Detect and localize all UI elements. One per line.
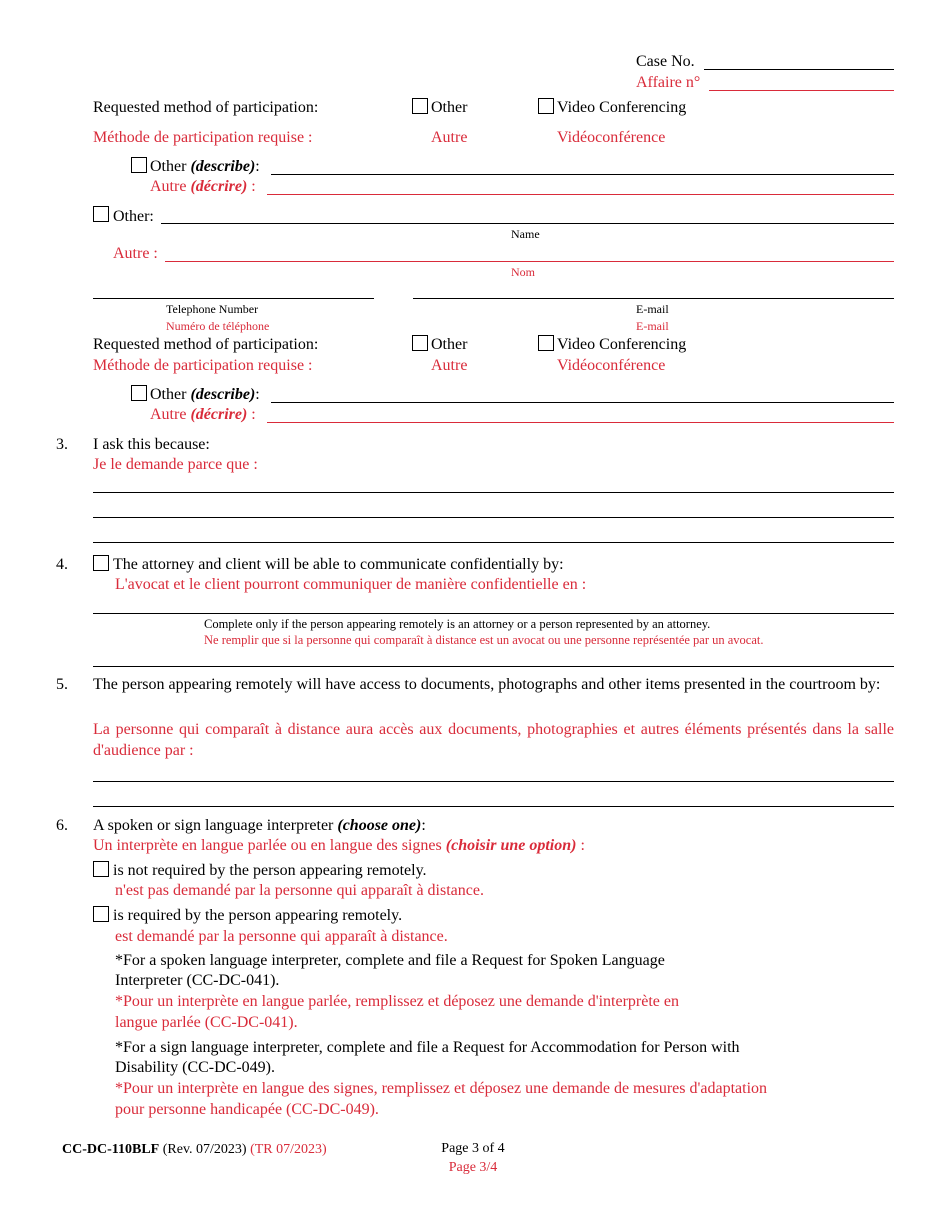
other-describe-field-b[interactable] [271, 402, 894, 403]
page-number-fr: Page 3/4 [448, 1160, 498, 1175]
name-caption: Name [511, 227, 540, 241]
other-describe-checkbox-b[interactable] [131, 385, 147, 401]
item4-number: 4. [56, 556, 68, 573]
other-describe-label-fr-b: Autre (décrire) : [150, 406, 256, 423]
item4-note-fr: Ne remplir que si la personne qui comparaît à distance est un avocat ou une personne représentée par un avocat. [204, 633, 764, 647]
item3-answer-line-3[interactable] [93, 542, 894, 543]
other-describe-field-a[interactable] [271, 174, 894, 175]
other-person-name-underline-fr [165, 261, 894, 262]
spoken-note-line-1: *For a spoken language interpreter, complete and file a Request for Spoken Language [115, 952, 665, 969]
spoken-note-fr-line-2: langue parlée (CC-DC-041). [115, 1014, 298, 1031]
telephone-caption: Telephone Number [166, 302, 259, 316]
item3-text-fr: Je le demande parce que : [93, 456, 258, 473]
form-identifier: CC-DC-110BLF (Rev. 07/2023) (TR 07/2023) [62, 1142, 327, 1157]
item3-answer-line-2[interactable] [93, 517, 894, 518]
telephone-field[interactable] [93, 298, 374, 299]
item5-number: 5. [56, 676, 68, 693]
method-label-b: Requested method of participation: [93, 336, 319, 353]
sign-note-fr-line-1: *Pour un interprète en langue des signes, remplissez et déposez une demande de mesures d'adaptation [115, 1080, 768, 1097]
item3-text: I ask this because: [93, 436, 210, 453]
item4-note: Complete only if the person appearing remotely is an attorney or a person represented by an attorney. [204, 617, 711, 631]
method-other-label-fr-b: Autre [431, 357, 468, 374]
case-no-field-underline-fr [709, 90, 894, 91]
case-no-field[interactable] [704, 69, 894, 70]
other-describe-label-fr-a: Autre (décrire) : [150, 178, 256, 195]
method-label-a: Requested method of participation: [93, 99, 319, 116]
method-video-checkbox-b[interactable] [538, 335, 554, 351]
case-no-label: Case No. [636, 53, 695, 70]
item4-divider [93, 666, 894, 667]
method-label-fr-b: Méthode de participation requise : [93, 357, 313, 374]
interpreter-required-checkbox[interactable] [93, 906, 109, 922]
item6-text: A spoken or sign language interpreter (choose one): [93, 817, 426, 834]
method-video-label-b: Video Conferencing [557, 336, 687, 353]
sign-note-line-2: Disability (CC-DC-049). [115, 1059, 275, 1076]
spoken-note-fr-line-1: *Pour un interprète en langue parlée, remplissez et déposez une demande d'interprète en [115, 993, 679, 1010]
method-other-label-b: Other [431, 336, 468, 353]
item4-text-fr: L'avocat et le client pourront communiquer de manière confidentielle en : [115, 576, 587, 593]
interpreter-required-label-fr: est demandé par la personne qui apparaît à distance. [115, 928, 448, 945]
item6-number: 6. [56, 817, 68, 834]
method-other-label-fr-a: Autre [431, 129, 468, 146]
page-number: Page 3 of 4 [441, 1141, 505, 1156]
interpreter-not-required-checkbox[interactable] [93, 861, 109, 877]
item4-text: The attorney and client will be able to communicate confidentially by: [113, 556, 564, 573]
interpreter-required-label: is required by the person appearing remotely. [113, 907, 403, 924]
other-describe-checkbox-a[interactable] [131, 157, 147, 173]
other-describe-underline-fr-a [267, 194, 894, 195]
other-describe-underline-fr-b [267, 422, 894, 423]
email-field[interactable] [413, 298, 894, 299]
method-other-checkbox-a[interactable] [412, 98, 428, 114]
other-describe-label-a: Other (describe): [150, 158, 260, 175]
email-caption: E-mail [636, 302, 669, 316]
method-video-checkbox-a[interactable] [538, 98, 554, 114]
method-label-fr-a: Méthode de participation requise : [93, 129, 313, 146]
method-other-checkbox-b[interactable] [412, 335, 428, 351]
method-video-label-a: Video Conferencing [557, 99, 687, 116]
sign-note-line-1: *For a sign language interpreter, complete and file a Request for Accommodation for Person with [115, 1039, 740, 1056]
other-person-checkbox[interactable] [93, 206, 109, 222]
email-caption-fr: E-mail [636, 319, 669, 333]
item4-answer-line[interactable] [93, 613, 894, 614]
other-person-name-field[interactable] [161, 223, 894, 224]
interpreter-not-required-label: is not required by the person appearing remotely. [113, 862, 427, 879]
item3-number: 3. [56, 436, 68, 453]
item4-checkbox[interactable] [93, 555, 109, 571]
method-other-label-a: Other [431, 99, 468, 116]
sign-note-fr-line-2: pour personne handicapée (CC-DC-049). [115, 1101, 379, 1118]
item6-text-fr: Un interprète en langue parlée ou en langue des signes (choisir une option) : [93, 837, 585, 854]
name-caption-fr: Nom [511, 265, 535, 279]
item5-text: The person appearing remotely will have access to documents, photographs and other items presented in the courtroom by: [93, 676, 881, 693]
item5-answer-line-1[interactable] [93, 781, 894, 782]
other-describe-label-b: Other (describe): [150, 386, 260, 403]
telephone-caption-fr: Numéro de téléphone [166, 319, 270, 333]
method-video-label-fr-b: Vidéoconférence [557, 357, 666, 374]
case-no-label-fr: Affaire n° [636, 74, 701, 91]
item5-answer-line-2[interactable] [93, 806, 894, 807]
method-video-label-fr-a: Vidéoconférence [557, 129, 666, 146]
other-person-label-fr: Autre : [113, 245, 158, 262]
spoken-note-line-2: Interpreter (CC-DC-041). [115, 972, 280, 989]
other-person-label: Other: [113, 208, 154, 225]
item5-text-fr: La personne qui comparaît à distance aura accès aux documents, photographies et autres éléments présentés dans la salle d'audience par : [93, 721, 894, 759]
item3-answer-line-1[interactable] [93, 492, 894, 493]
interpreter-not-required-label-fr: n'est pas demandé par la personne qui apparaît à distance. [115, 882, 484, 899]
